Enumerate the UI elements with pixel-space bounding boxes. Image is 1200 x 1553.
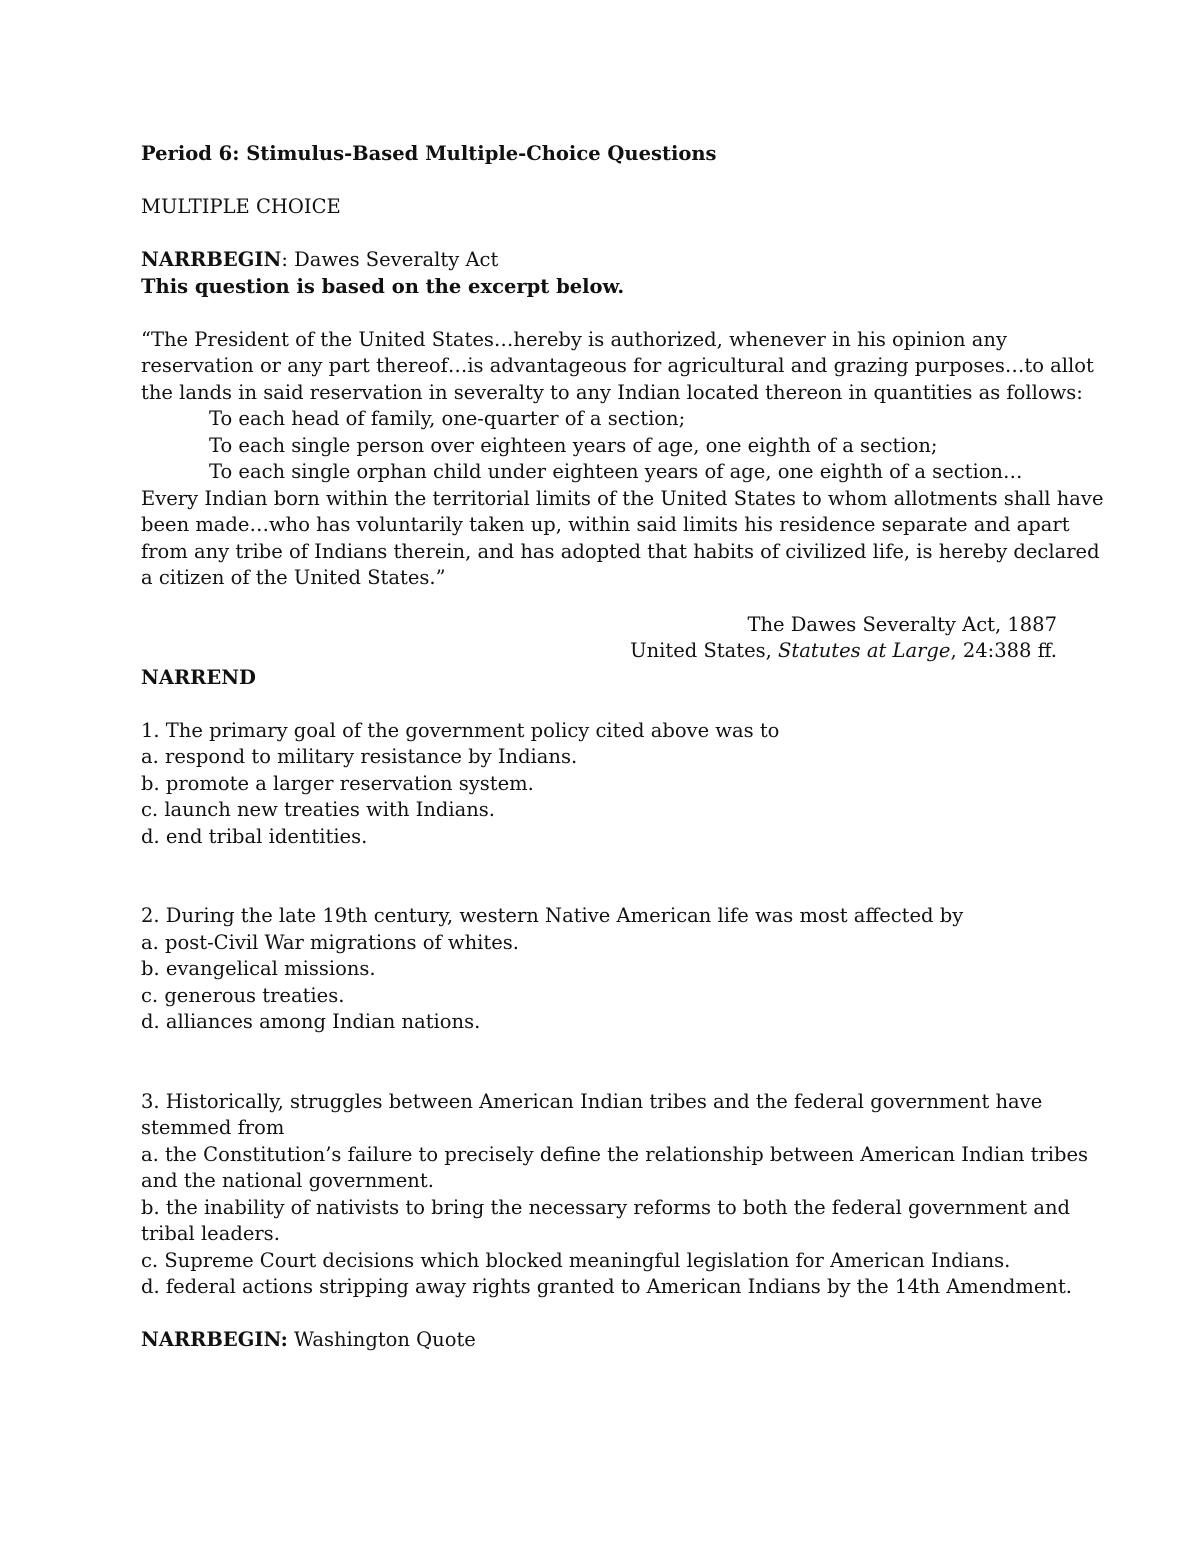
- answer-option-a: a. the Constitution’s failure to precisely define the relationship between American Indian tribes: [141, 1142, 1089, 1166]
- answer-option-d: d. alliances among Indian nations.: [141, 1010, 481, 1033]
- excerpt-allotment-line: To each head of family, one-quarter of a section;: [209, 407, 686, 430]
- excerpt-line: from any tribe of Indians therein, and has adopted that habits of civilized life, is hereby declared: [141, 539, 1100, 563]
- excerpt-line: a citizen of the United States.”: [141, 566, 446, 589]
- narrative-name: : Dawes Severalty Act: [281, 248, 499, 271]
- answer-option-d: d. federal actions stripping away rights granted to American Indians by the 14th Amendment.: [141, 1275, 1072, 1298]
- question-2: [141, 903, 1061, 1036]
- excerpt-line: reservation or any part thereof…is advantageous for agricultural and grazing purposes…to allot: [141, 354, 1094, 377]
- excerpt-allotment-line: To each single orphan child under eighteen years of age, one eighth of a section…: [209, 460, 1023, 483]
- question-3: [141, 1089, 1089, 1301]
- excerpt-block: [141, 327, 1104, 592]
- excerpt-instruction: This question is based on the excerpt below.: [141, 274, 625, 298]
- excerpt-line: Every Indian born within the territorial limits of the United States to whom allotments shall have: [141, 486, 1104, 510]
- narrative-tag: NARRBEGIN: [141, 248, 282, 271]
- citation-pre: United States,: [630, 639, 779, 662]
- answer-option-c: c. Supreme Court decisions which blocked meaningful legislation for American Indians.: [141, 1248, 1011, 1272]
- answer-option-d: d. end tribal identities.: [141, 824, 368, 848]
- narrative-end: NARREND: [141, 665, 256, 689]
- section-label: MULTIPLE CHOICE: [141, 195, 341, 218]
- narrative-tag: NARRBEGIN:: [141, 1328, 288, 1351]
- excerpt-line: “The President of the United States…hereby is authorized, whenever in his opinion any: [141, 327, 1007, 351]
- question-1: [141, 718, 1061, 851]
- excerpt-line: been made…who has voluntarily taken up, within said limits his residence separate and apart: [141, 513, 1070, 536]
- answer-option-a: a. post-Civil War migrations of whites.: [141, 930, 519, 954]
- narrative-begin-dawes: [141, 247, 1061, 274]
- document-page: [141, 141, 1104, 1354]
- narrative-begin-washington: [141, 1327, 1061, 1354]
- answer-option-c: c. launch new treaties with Indians.: [141, 798, 495, 821]
- excerpt-line: the lands in said reservation in severalty to any Indian located thereon in quantities as follows:: [141, 380, 1083, 404]
- citation-source: The Dawes Severalty Act, 1887: [747, 612, 1057, 636]
- answer-option-b: b. evangelical missions.: [141, 957, 376, 980]
- question-stem: 1. The primary goal of the government policy cited above was to: [141, 718, 780, 742]
- citation-italic: Statutes at Large: [778, 639, 951, 662]
- answer-option-b-continued: tribal leaders.: [141, 1222, 280, 1245]
- page-title: Period 6: Stimulus-Based Multiple-Choice Questions: [141, 142, 717, 165]
- answer-option-b: b. promote a larger reservation system.: [141, 771, 534, 795]
- citation-reference: [141, 638, 1057, 665]
- excerpt-allotment-line: To each single person over eighteen years of age, one eighth of a section;: [209, 433, 938, 457]
- question-stem-continued: stemmed from: [141, 1116, 285, 1139]
- answer-option-a-continued: and the national government.: [141, 1169, 434, 1192]
- question-stem: 2. During the late 19th century, western Native American life was most affected by: [141, 904, 964, 927]
- narrative-name: Washington Quote: [287, 1328, 476, 1351]
- answer-option-b: b. the inability of nativists to bring the necessary reforms to both the federal government and: [141, 1195, 1070, 1219]
- answer-option-a: a. respond to military resistance by Indians.: [141, 745, 578, 768]
- citation-post: , 24:388 ff.: [950, 639, 1057, 662]
- citation: [141, 612, 1061, 665]
- answer-option-c: c. generous treaties.: [141, 983, 345, 1007]
- question-stem: 3. Historically, struggles between American Indian tribes and the federal government have: [141, 1089, 1043, 1113]
